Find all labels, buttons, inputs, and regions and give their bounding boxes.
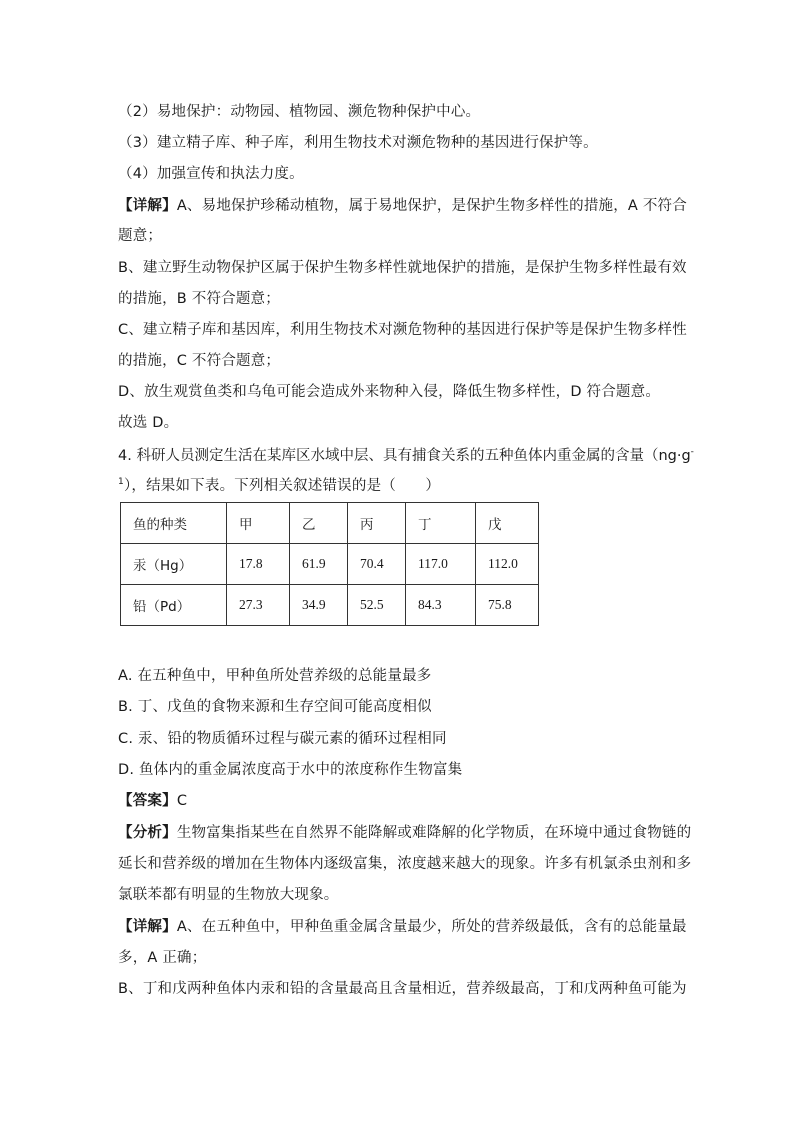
table-row xyxy=(121,585,539,626)
text-line: （4）加强宣传和执法力度。 xyxy=(118,166,304,182)
question-stem-cont: $^1$），结果如下表。下列相关叙述错误的是（ ） xyxy=(118,477,441,494)
table-cell: 70.4 xyxy=(348,544,406,585)
table-cell: 84.3 xyxy=(406,585,476,626)
text-line: C、建立精子库和基因库，利用生物技术对濒危物种的基因进行保护等是保护生物多样性 xyxy=(118,322,687,338)
table-header-cell: 鱼的种类 xyxy=(121,503,227,544)
text-line: 延长和营养级的增加在生物体内逐级富集，浓度越来越大的现象。许多有机氯杀虫剂和多 xyxy=(118,856,692,872)
detail-tag: 【详解】 xyxy=(118,919,177,935)
table-cell: 112.0 xyxy=(476,544,539,585)
text-line: B、建立野生动物保护区属于保护生物多样性就地保护的措施，是保护生物多样性最有效 xyxy=(118,260,687,276)
table-header-cell: 丙 xyxy=(348,503,406,544)
table-cell: 117.0 xyxy=(406,544,476,585)
option-a: A. 在五种鱼中，甲种鱼所处营养级的总能量最多 xyxy=(118,668,432,684)
detail-line: 【详解】A、易地保护珍稀动植物，属于易地保护，是保护生物多样性的措施，A 不符合 xyxy=(118,198,687,214)
table-cell: 铅（Pd） xyxy=(121,585,227,626)
answer-line xyxy=(118,791,187,811)
table-header-cell: 甲 xyxy=(227,503,290,544)
analysis-tag: 【分析】 xyxy=(118,825,177,841)
table-cell: 61.9 xyxy=(290,544,348,585)
table-header-cell: 乙 xyxy=(290,503,348,544)
table-cell: 汞（Hg） xyxy=(121,544,227,585)
table-cell: 17.8 xyxy=(227,544,290,585)
text-line: （3）建立精子库、种子库，利用生物技术对濒危物种的基因进行保护等。 xyxy=(118,135,598,151)
table-header-cell: 戊 xyxy=(476,503,539,544)
text-line: D、放生观赏鱼类和乌龟可能会造成外来物种入侵，降低生物多样性，D 符合题意。 xyxy=(118,384,661,400)
answer-tag: 【答案】 xyxy=(118,793,177,809)
option-c: C. 汞、铅的物质循环过程与碳元素的循环过程相同 xyxy=(118,731,447,747)
detail-tag: 【详解】 xyxy=(118,198,177,214)
table-header-cell: 丁 xyxy=(406,503,476,544)
option-b: B. 丁、戊鱼的食物来源和生存空间可能高度相似 xyxy=(118,699,432,715)
answer-value: C xyxy=(176,793,188,809)
text-line: （2）易地保护：动物园、植物园、濒危物种保护中心。 xyxy=(118,104,481,120)
text-line: 故选 D。 xyxy=(118,415,179,431)
text-line: B、丁和戊两种鱼体内汞和铅的含量最高且含量相近，营养级最高，丁和戊两种鱼可能为 xyxy=(118,981,687,997)
text-line: 的措施，C 不符合题意； xyxy=(118,353,281,369)
text-line: 的措施，B 不符合题意； xyxy=(118,291,280,307)
text-line: 氯联苯都有明显的生物放大现象。 xyxy=(118,887,339,903)
table-cell: 75.8 xyxy=(476,585,539,626)
text-line: 多，A 正确； xyxy=(118,950,207,966)
option-d: D. 鱼体内的重金属浓度高于水中的浓度称作生物富集 xyxy=(118,762,463,778)
question-stem: 4. 科研人员测定生活在某库区水域中层、具有捕食关系的五种鱼体内重金属的含量（ng·g- xyxy=(118,447,694,464)
table-cell: 27.3 xyxy=(227,585,290,626)
analysis-line: 【分析】生物富集指某些在自然界不能降解或难降解的化学物质，在环境中通过食物链的 xyxy=(118,825,692,841)
data-table xyxy=(120,502,539,626)
text-line: 题意； xyxy=(118,228,163,244)
table-cell: 34.9 xyxy=(290,585,348,626)
detail-line: 【详解】A、在五种鱼中，甲种鱼重金属含量最少，所处的营养级最低，含有的总能量最 xyxy=(118,919,687,935)
table-row xyxy=(121,544,539,585)
table-cell: 52.5 xyxy=(348,585,406,626)
table-header-row xyxy=(121,503,539,544)
